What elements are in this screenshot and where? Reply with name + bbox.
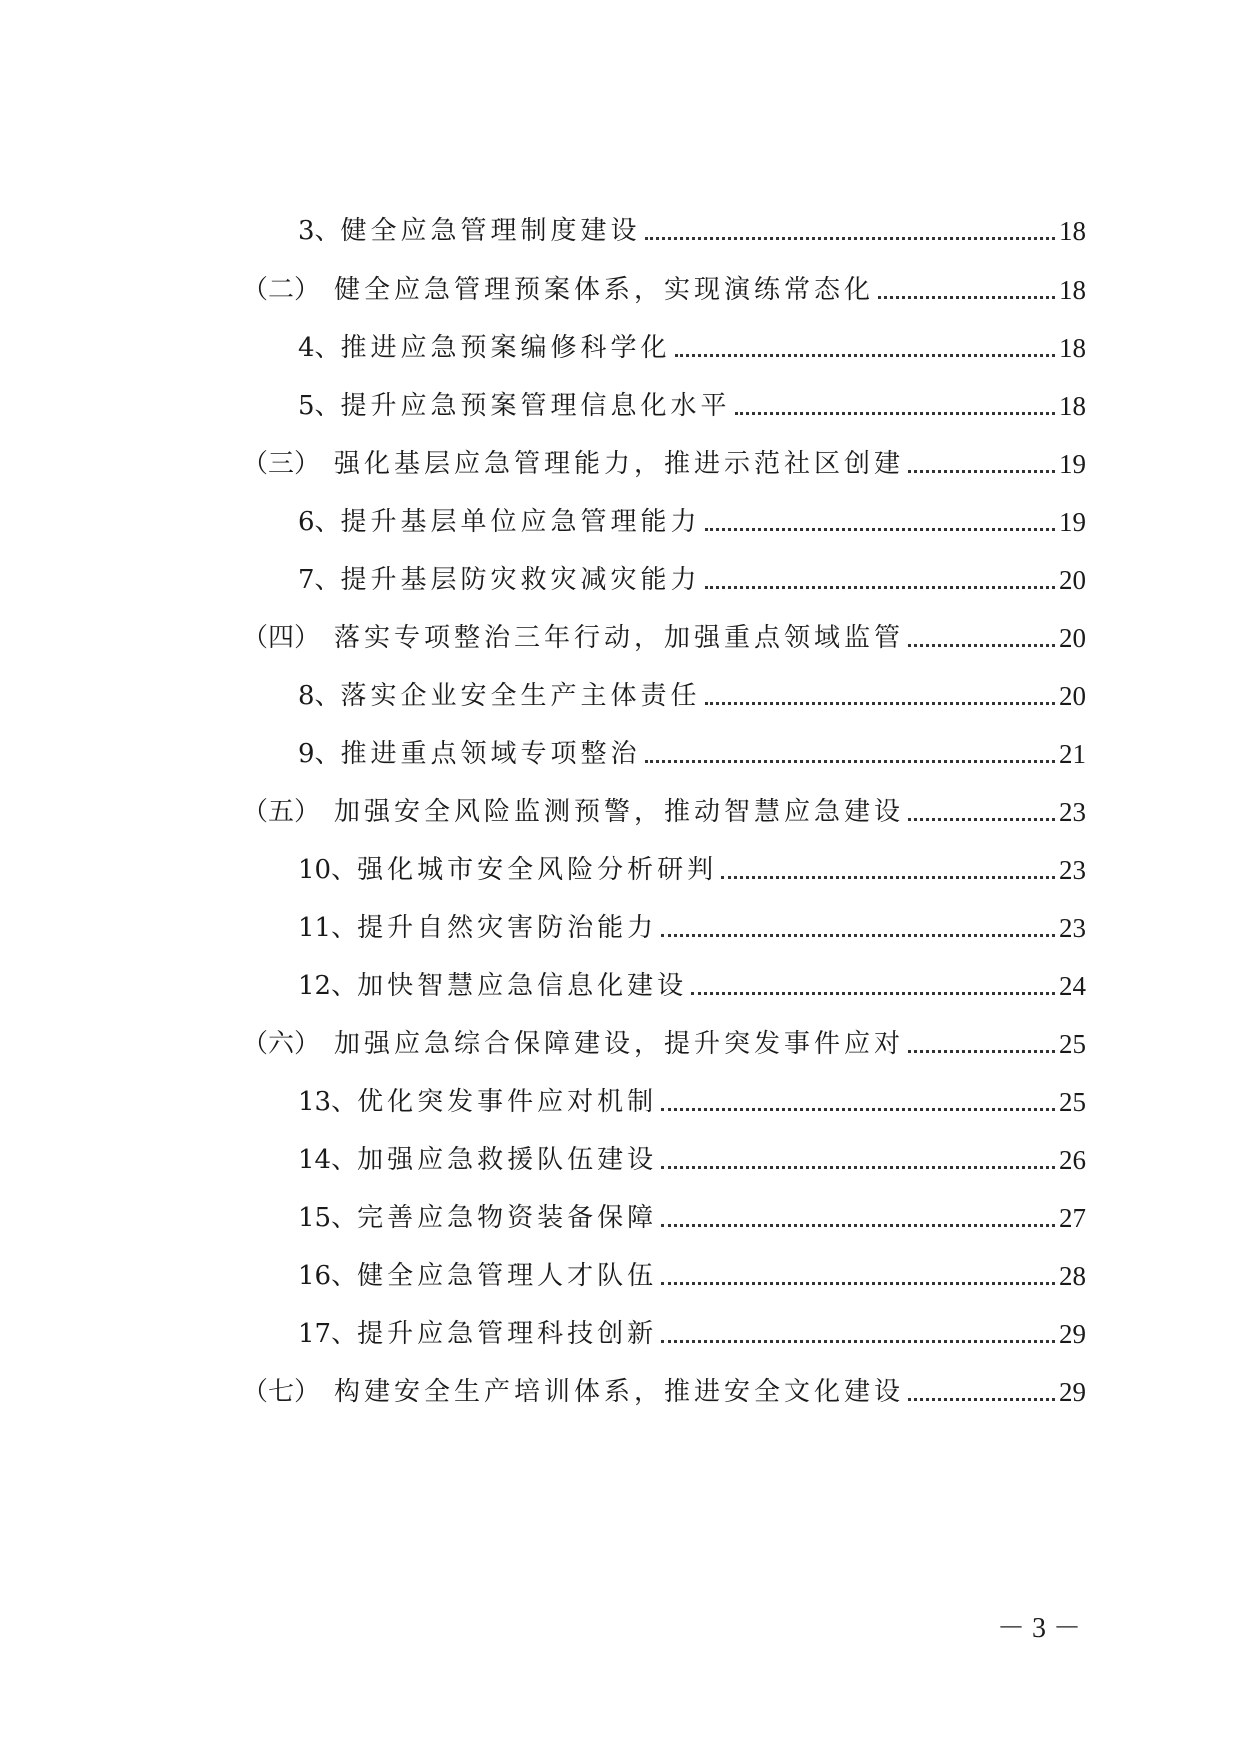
toc-entry-number: 17、 <box>298 1319 358 1349</box>
toc-entry-page: 20 <box>1059 681 1086 711</box>
page-number: － 3 － <box>996 1613 1081 1644</box>
toc-leader-dots <box>675 354 1055 357</box>
toc-entry-title: 提升基层单位应急管理能力 <box>340 507 701 537</box>
toc-entry[interactable] <box>298 494 1086 538</box>
toc-leader-dots <box>721 876 1055 879</box>
toc-entry-page: 20 <box>1059 565 1086 595</box>
toc-entry-title: 推进应急预案编修科学化 <box>340 333 671 363</box>
toc-entry-page: 18 <box>1059 216 1086 246</box>
toc-entry-number: 12、 <box>298 971 358 1001</box>
toc-entry-page: 23 <box>1059 913 1086 943</box>
toc-entry[interactable] <box>298 320 1086 364</box>
toc-entry-number: （三） <box>242 449 321 479</box>
toc-entry-page: 24 <box>1059 971 1086 1001</box>
toc-entry[interactable] <box>242 784 1086 828</box>
toc-leader-dots <box>878 296 1055 299</box>
toc-entry[interactable] <box>298 1132 1086 1176</box>
toc-entry[interactable] <box>298 958 1086 1002</box>
toc-entry[interactable] <box>298 1074 1086 1118</box>
toc-entry-title: 提升应急预案管理信息化水平 <box>340 391 731 421</box>
toc-entry[interactable] <box>298 1306 1086 1350</box>
toc-entry-number: （六） <box>242 1029 321 1059</box>
toc-entry-page: 19 <box>1059 507 1086 537</box>
toc-entry-number: 5、 <box>298 391 341 421</box>
toc-entry-page: 26 <box>1059 1145 1086 1175</box>
toc-entry-page: 19 <box>1059 449 1086 479</box>
toc-leader-dots <box>661 1340 1055 1343</box>
toc-leader-dots <box>705 702 1055 705</box>
toc-entry-title: 强化城市安全风险分析研判 <box>357 855 718 885</box>
toc-entry-title: 推进重点领域专项整治 <box>340 739 641 769</box>
toc-leader-dots <box>661 1282 1055 1285</box>
toc-entry-title: 提升应急管理科技创新 <box>357 1319 658 1349</box>
toc-entry-page: 23 <box>1059 855 1086 885</box>
toc-entry-page: 28 <box>1059 1261 1086 1291</box>
toc-entry-title: 强化基层应急管理能力，推进示范社区创建 <box>334 449 905 479</box>
toc-entry-title: 加强应急综合保障建设，提升突发事件应对 <box>334 1029 905 1059</box>
toc-entry-page: 29 <box>1059 1319 1086 1349</box>
toc-entry-number: 15、 <box>298 1203 358 1233</box>
toc-entry-title: 构建安全生产培训体系，推进安全文化建设 <box>334 1377 905 1407</box>
toc-entry[interactable] <box>298 1190 1086 1234</box>
toc-entry-number: （五） <box>242 797 321 827</box>
toc-entry-number: 6、 <box>298 507 341 537</box>
toc-leader-dots <box>908 1050 1055 1053</box>
toc-entry-number: （四） <box>242 623 321 653</box>
toc-entry-page: 18 <box>1059 275 1086 305</box>
toc-entry[interactable] <box>298 203 1086 247</box>
toc-entry-page: 29 <box>1059 1377 1086 1407</box>
toc-entry-number: 13、 <box>298 1087 358 1117</box>
toc-entry[interactable] <box>298 726 1086 770</box>
toc-entry[interactable] <box>242 436 1086 480</box>
toc-entry-page: 18 <box>1059 391 1086 421</box>
toc-entry-title: 提升基层防灾救灾减灾能力 <box>340 565 701 595</box>
toc-leader-dots <box>908 818 1055 821</box>
toc-entry[interactable] <box>242 262 1086 306</box>
toc-entry[interactable] <box>242 1364 1086 1408</box>
toc-entry-number: 10、 <box>298 855 358 885</box>
toc-entry-title: 健全应急管理制度建设 <box>340 216 641 246</box>
toc-leader-dots <box>661 1224 1055 1227</box>
toc-entry-title: 完善应急物资装备保障 <box>357 1203 658 1233</box>
toc-entry-page: 25 <box>1059 1029 1086 1059</box>
toc-leader-dots <box>661 1108 1055 1111</box>
toc-leader-dots <box>908 1398 1055 1401</box>
toc-entry[interactable] <box>298 668 1086 712</box>
toc-leader-dots <box>908 470 1055 473</box>
toc-leader-dots <box>705 586 1055 589</box>
toc-entry-page: 25 <box>1059 1087 1086 1117</box>
toc-leader-dots <box>908 644 1055 647</box>
toc-entry-number: 8、 <box>298 681 341 711</box>
toc-entry-number: 16、 <box>298 1261 358 1291</box>
toc-leader-dots <box>645 237 1055 240</box>
toc-entry-title: 加强应急救援队伍建设 <box>357 1145 658 1175</box>
toc-entry-number: （七） <box>242 1377 321 1407</box>
toc-entry-number: 9、 <box>298 739 341 769</box>
toc-leader-dots <box>691 992 1055 995</box>
toc-leader-dots <box>661 934 1055 937</box>
toc-leader-dots <box>735 412 1055 415</box>
toc-entry[interactable] <box>298 1248 1086 1292</box>
toc-entry[interactable] <box>298 552 1086 596</box>
toc-leader-dots <box>645 760 1055 763</box>
toc-entry-page: 21 <box>1059 739 1086 769</box>
toc-entry-number: 3、 <box>298 216 341 246</box>
toc-entry[interactable] <box>298 900 1086 944</box>
toc-entry[interactable] <box>298 842 1086 886</box>
toc-leader-dots <box>661 1166 1055 1169</box>
toc-entry-number: 7、 <box>298 565 341 595</box>
toc-entry-title: 提升自然灾害防治能力 <box>357 913 658 943</box>
toc-entry-title: 加强安全风险监测预警，推动智慧应急建设 <box>334 797 905 827</box>
toc-entry[interactable] <box>242 610 1086 654</box>
toc-entry-page: 20 <box>1059 623 1086 653</box>
toc-leader-dots <box>705 528 1055 531</box>
toc-entry-number: 4、 <box>298 333 341 363</box>
toc-entry-title: 健全应急管理人才队伍 <box>357 1261 658 1291</box>
toc-entry-title: 落实专项整治三年行动，加强重点领域监管 <box>334 623 905 653</box>
toc-entry-title: 健全应急管理预案体系，实现演练常态化 <box>334 275 875 305</box>
toc-entry-page: 27 <box>1059 1203 1086 1233</box>
toc-entry-number: 14、 <box>298 1145 358 1175</box>
toc-entry-number: 11、 <box>298 913 358 943</box>
toc-entry-title: 加快智慧应急信息化建设 <box>357 971 688 1001</box>
toc-entry-title: 优化突发事件应对机制 <box>357 1087 658 1117</box>
toc-entry-page: 18 <box>1059 333 1086 363</box>
toc-entry[interactable] <box>242 1016 1086 1060</box>
toc-entry-page: 23 <box>1059 797 1086 827</box>
toc-entry-number: （二） <box>242 275 321 305</box>
toc-entry-title: 落实企业安全生产主体责任 <box>340 681 701 711</box>
toc-entry[interactable] <box>298 378 1086 422</box>
